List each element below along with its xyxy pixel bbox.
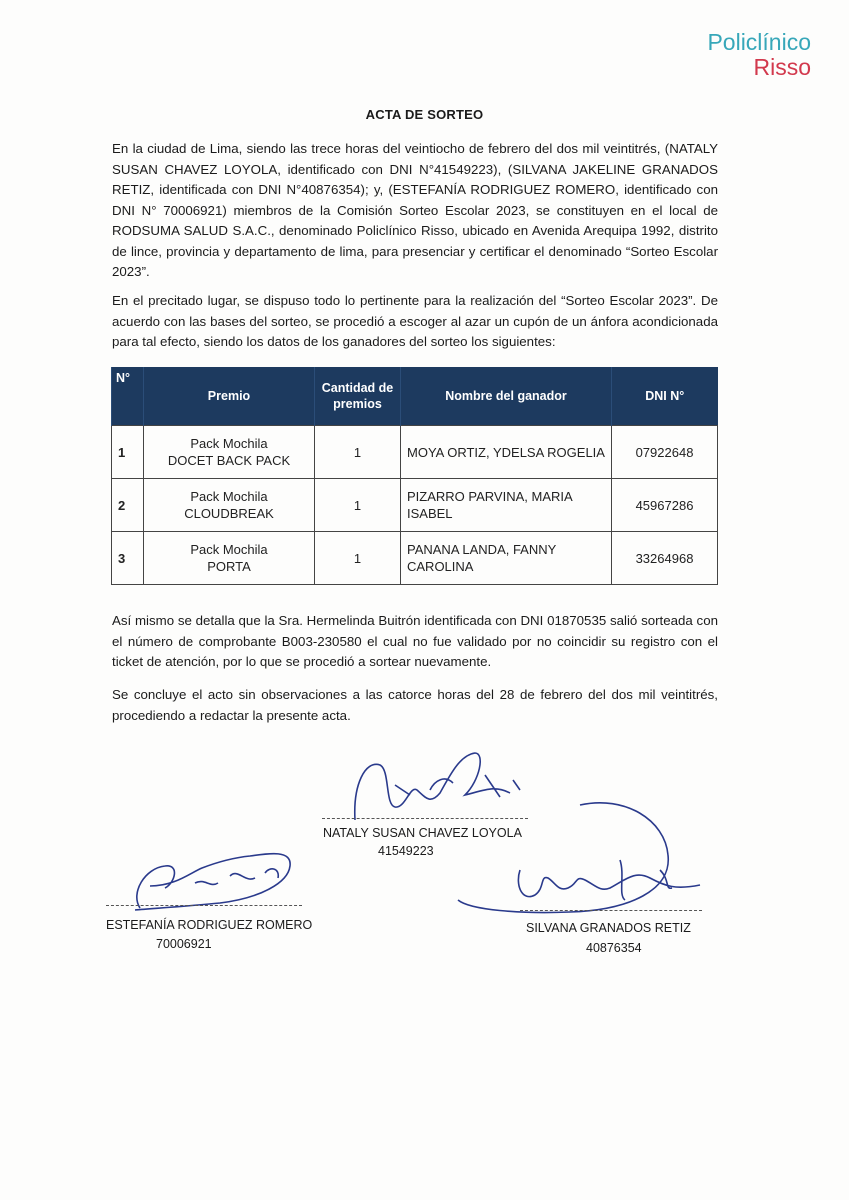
signature-line-estefania	[106, 905, 302, 906]
signature-estefania	[106, 918, 312, 951]
procedure-paragraph: En el precitado lugar, se dispuso todo lo pertinente para la realización del “Sorteo Escolar 2023”. De acuerdo con las bases del sorteo, se procedió a escoger al azar un cupón de un ánfora acondicionada para tal efecto, siendo los datos de los ganadores del sorteo los siguientes:	[112, 293, 718, 349]
signer-dni: 40876354	[586, 941, 642, 955]
signature-line-silvana	[520, 910, 702, 911]
closing-paragraph: Se concluye el acto sin observaciones a las catorce horas del 28 de febrero del dos mil veintitrés, procediendo a redactar la presente acta.	[112, 687, 718, 723]
signer-name: SILVANA GRANADOS RETIZ	[526, 921, 691, 935]
row-num: 3	[112, 532, 144, 585]
row-num: 2	[112, 479, 144, 532]
row-nombre: PIZARRO PARVINA, MARIA ISABEL	[401, 479, 612, 532]
header-nombre: Nombre del ganador	[401, 367, 612, 426]
row-dni: 45967286	[612, 479, 718, 532]
signature-drawing-silvana	[450, 800, 720, 925]
signer-name: ESTEFANÍA RODRIGUEZ ROMERO	[106, 918, 313, 932]
winners-table	[111, 367, 718, 585]
premio-line-1: Pack Mochila	[190, 489, 268, 504]
signature-silvana	[526, 921, 691, 955]
signature-drawing-estefania	[120, 838, 310, 918]
table-row	[112, 532, 718, 585]
premio-line-2: PORTA	[207, 559, 251, 574]
header-num: N°	[112, 367, 144, 426]
row-cantidad: 1	[315, 479, 401, 532]
signer-name: NATALY SUSAN CHAVEZ LOYOLA	[323, 826, 522, 840]
row-nombre: PANANA LANDA, FANNY CAROLINA	[401, 532, 612, 585]
row-dni: 07922648	[612, 426, 718, 479]
signer-dni: 70006921	[156, 937, 212, 951]
premio-line-1: Pack Mochila	[190, 542, 268, 557]
document-title: ACTA DE SORTEO	[365, 107, 484, 122]
header-premio: Premio	[144, 367, 315, 426]
row-cantidad: 1	[315, 426, 401, 479]
intro-paragraph: En la ciudad de Lima, siendo las trece horas del veintiocho de febrero del dos mil veintitrés, (NATALY SUSAN CHAVEZ LOYOLA, identificado con DNI N°41549223), (SILVANA JAKELINE GRANADOS RETIZ, identificada con DNI N°40876354); y, (ESTEFANÍA RODRIGUEZ ROMERO, identificado con DNI N° 70006921) miembros de la Comisión Sorteo Escolar 2023, se constituyen en el local de RODSUMA SALUD S.A.C., denominado Policlínico Risso, ubicado en Avenida Arequipa 1992, distrito de lince, provincia y departamento de lima, para presenciar y certificar el denominado “Sorteo Escolar 2023”.	[112, 141, 718, 279]
row-cantidad: 1	[315, 532, 401, 585]
clinic-logo	[707, 30, 811, 80]
row-premio	[144, 426, 315, 479]
premio-line-2: CLOUDBREAK	[184, 506, 274, 521]
table-row	[112, 426, 718, 479]
row-dni: 33264968	[612, 532, 718, 585]
row-num: 1	[112, 426, 144, 479]
table-row	[112, 479, 718, 532]
signer-dni: 41549223	[378, 844, 434, 858]
logo-line-1: Policlínico	[707, 29, 811, 55]
premio-line-1: Pack Mochila	[190, 436, 268, 451]
table-header-row	[112, 367, 718, 426]
header-cantidad: Cantidad de premios	[315, 367, 401, 426]
row-premio	[144, 532, 315, 585]
row-nombre: MOYA ORTIZ, YDELSA ROGELIA	[401, 426, 612, 479]
header-dni: DNI N°	[612, 367, 718, 426]
observation-paragraph: Así mismo se detalla que la Sra. Hermelinda Buitrón identificada con DNI 01870535 salió sorteada con el número de comprobante B003-230580 el cual no fue validado por no coincidir su registro con el ticket de atención, por lo que se procedió a sortear nuevamente.	[112, 613, 718, 669]
row-premio	[144, 479, 315, 532]
logo-line-2: Risso	[753, 54, 811, 80]
premio-line-2: DOCET BACK PACK	[167, 453, 291, 468]
